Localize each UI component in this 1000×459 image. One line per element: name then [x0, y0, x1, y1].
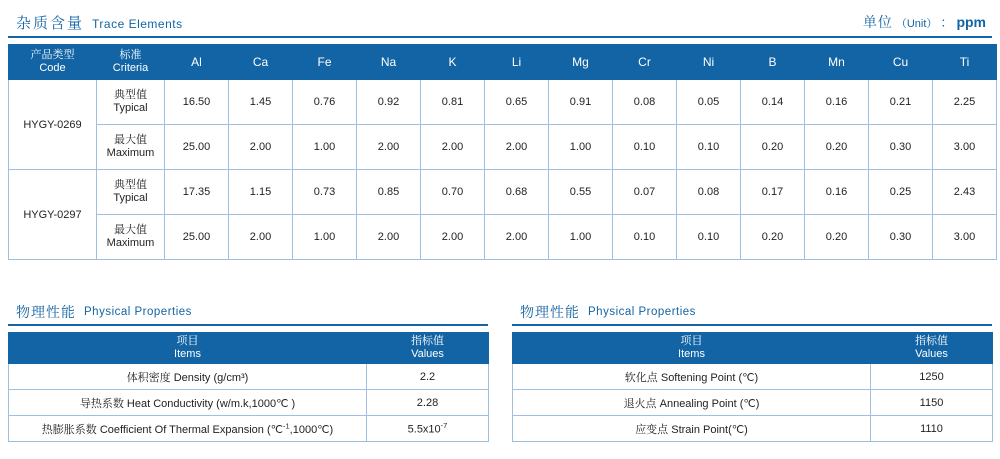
cell-ca: 2.00: [229, 125, 293, 170]
criteria-cn: 最大值: [114, 134, 147, 146]
property-item: 应变点 Strain Point(℃): [513, 416, 871, 442]
cell-mn: 0.20: [805, 215, 869, 260]
property-item: 退火点 Annealing Point (℃): [513, 390, 871, 416]
col-header-items: [513, 333, 871, 364]
physical-properties-table-right: [512, 332, 993, 442]
col-header-k: K: [421, 45, 485, 80]
criteria-en: Maximum: [106, 147, 155, 159]
col-header-criteria-cn: 标准: [119, 49, 142, 61]
col-header-na: Na: [357, 45, 421, 80]
trace-title-en: Trace Elements: [92, 16, 183, 31]
col-header-criteria-en: Criteria: [112, 62, 149, 74]
col-header-mg: Mg: [549, 45, 613, 80]
cell-mn: 0.16: [805, 170, 869, 215]
cell-na: 0.85: [357, 170, 421, 215]
property-value: 1110: [871, 416, 993, 442]
table-header-row: [9, 45, 997, 80]
criteria-cell: [97, 215, 165, 260]
property-value: $5.5x10^{-7}$: [367, 416, 489, 442]
col-header-criteria: [97, 45, 165, 80]
cell-cu: 0.21: [869, 80, 933, 125]
cell-k: 0.81: [421, 80, 485, 125]
cell-li: 2.00: [485, 215, 549, 260]
col-header-cu: Cu: [869, 45, 933, 80]
criteria-cn: 典型值: [114, 179, 147, 191]
criteria-cn: 最大值: [114, 224, 147, 236]
criteria-cn: 典型值: [114, 89, 147, 101]
cell-cu: 0.30: [869, 125, 933, 170]
col-header-values-cn: 指标值: [915, 335, 948, 347]
cell-ni: 0.10: [677, 215, 741, 260]
panel-title-en: Physical Properties: [588, 306, 696, 318]
physical-properties-table-left: [8, 332, 489, 442]
cell-b: 0.20: [741, 215, 805, 260]
cell-ca: 1.15: [229, 170, 293, 215]
col-header-code-cn: 产品类型: [30, 49, 75, 61]
table-header-row: [9, 333, 489, 364]
panel-title-en: Physical Properties: [84, 306, 192, 318]
cell-mg: 0.91: [549, 80, 613, 125]
col-header-b: B: [741, 45, 805, 80]
col-header-values-cn: 指标值: [411, 335, 444, 347]
property-item: 体积密度 Density (g/cm³): [9, 364, 367, 390]
cell-fe: 1.00: [293, 125, 357, 170]
criteria-en: Typical: [113, 102, 148, 114]
unit-en: （Unit）: [895, 18, 938, 30]
col-header-fe: Fe: [293, 45, 357, 80]
col-header-items-en: Items: [174, 348, 201, 360]
criteria-cell: [97, 125, 165, 170]
cell-k: 2.00: [421, 215, 485, 260]
panel-header-right: [512, 300, 992, 326]
col-header-ca: Ca: [229, 45, 293, 80]
cell-mn: 0.20: [805, 125, 869, 170]
unit-value: ppm: [956, 14, 986, 30]
col-header-values: [367, 333, 489, 364]
cell-al: 16.50: [165, 80, 229, 125]
cell-ti: 2.25: [933, 80, 997, 125]
cell-na: 2.00: [357, 215, 421, 260]
trace-title-cn: 杂质含量: [16, 14, 85, 32]
cell-fe: 0.73: [293, 170, 357, 215]
property-item: 导热系数 Heat Conductivity (w/m.k,1000℃ ): [9, 390, 367, 416]
panel-title-cn: 物理性能: [520, 304, 580, 320]
cell-ca: 1.45: [229, 80, 293, 125]
physical-properties-panel-left: [8, 300, 488, 442]
cell-ca: 2.00: [229, 215, 293, 260]
cell-ni: 0.10: [677, 125, 741, 170]
property-value: 2.28: [367, 390, 489, 416]
criteria-cell: [97, 80, 165, 125]
property-value: 1150: [871, 390, 993, 416]
cell-na: 2.00: [357, 125, 421, 170]
col-header-values-en: Values: [915, 348, 948, 360]
unit-colon: ：: [940, 15, 954, 30]
cell-li: 0.68: [485, 170, 549, 215]
cell-mn: 0.16: [805, 80, 869, 125]
cell-k: 2.00: [421, 125, 485, 170]
col-header-values: [871, 333, 993, 364]
table-row: [9, 80, 997, 125]
product-code-cell: HYGY-0297: [9, 170, 97, 260]
cell-mg: 1.00: [549, 125, 613, 170]
trace-elements-title: [8, 12, 183, 33]
col-header-li: Li: [485, 45, 549, 80]
trace-unit-label: [863, 12, 992, 32]
cell-cr: 0.10: [613, 125, 677, 170]
cell-cr: 0.08: [613, 80, 677, 125]
physical-properties-panel-right: [512, 300, 992, 442]
col-header-code: [9, 45, 97, 80]
cell-ti: 3.00: [933, 215, 997, 260]
trace-elements-table: [8, 44, 997, 260]
col-header-code-en: Code: [39, 62, 66, 74]
table-header-row: [513, 333, 993, 364]
cell-li: 2.00: [485, 125, 549, 170]
table-row: [9, 364, 489, 390]
col-header-items-cn: 项目: [176, 335, 199, 347]
cell-na: 0.92: [357, 80, 421, 125]
cell-fe: 0.76: [293, 80, 357, 125]
cell-al: 25.00: [165, 215, 229, 260]
cell-al: 25.00: [165, 125, 229, 170]
cell-cu: 0.25: [869, 170, 933, 215]
criteria-cell: [97, 170, 165, 215]
panel-header-left: [8, 300, 488, 326]
cell-li: 0.65: [485, 80, 549, 125]
cell-k: 0.70: [421, 170, 485, 215]
property-item: 热膨胀系数 Coefficient Of Thermal Expansion (℃$^{-1}$,1000℃): [9, 416, 367, 442]
property-value: 1250: [871, 364, 993, 390]
cell-ti: 3.00: [933, 125, 997, 170]
col-header-al: Al: [165, 45, 229, 80]
col-header-items: [9, 333, 367, 364]
col-header-values-en: Values: [411, 348, 444, 360]
unit-cn: 单位: [862, 14, 893, 30]
cell-b: 0.20: [741, 125, 805, 170]
col-header-items-cn: 项目: [680, 335, 703, 347]
col-header-mn: Mn: [805, 45, 869, 80]
cell-b: 0.14: [741, 80, 805, 125]
table-row: [9, 170, 997, 215]
criteria-en: Typical: [113, 192, 148, 204]
table-row: [513, 364, 993, 390]
table-row: [9, 416, 489, 442]
property-value: 2.2: [367, 364, 489, 390]
table-row: [513, 416, 993, 442]
col-header-cr: Cr: [613, 45, 677, 80]
trace-elements-header: [8, 8, 992, 38]
table-row: [513, 390, 993, 416]
property-item: 软化点 Softening Point (℃): [513, 364, 871, 390]
cell-cr: 0.10: [613, 215, 677, 260]
col-header-ti: Ti: [933, 45, 997, 80]
cell-al: 17.35: [165, 170, 229, 215]
criteria-en: Maximum: [106, 237, 155, 249]
cell-ti: 2.43: [933, 170, 997, 215]
col-header-items-en: Items: [678, 348, 705, 360]
table-row: [9, 390, 489, 416]
cell-mg: 0.55: [549, 170, 613, 215]
cell-fe: 1.00: [293, 215, 357, 260]
table-row: [9, 125, 997, 170]
product-code-cell: HYGY-0269: [9, 80, 97, 170]
cell-b: 0.17: [741, 170, 805, 215]
cell-ni: 0.05: [677, 80, 741, 125]
table-row: [9, 215, 997, 260]
cell-cr: 0.07: [613, 170, 677, 215]
cell-ni: 0.08: [677, 170, 741, 215]
panel-title-cn: 物理性能: [16, 304, 76, 320]
col-header-ni: Ni: [677, 45, 741, 80]
cell-mg: 1.00: [549, 215, 613, 260]
cell-cu: 0.30: [869, 215, 933, 260]
